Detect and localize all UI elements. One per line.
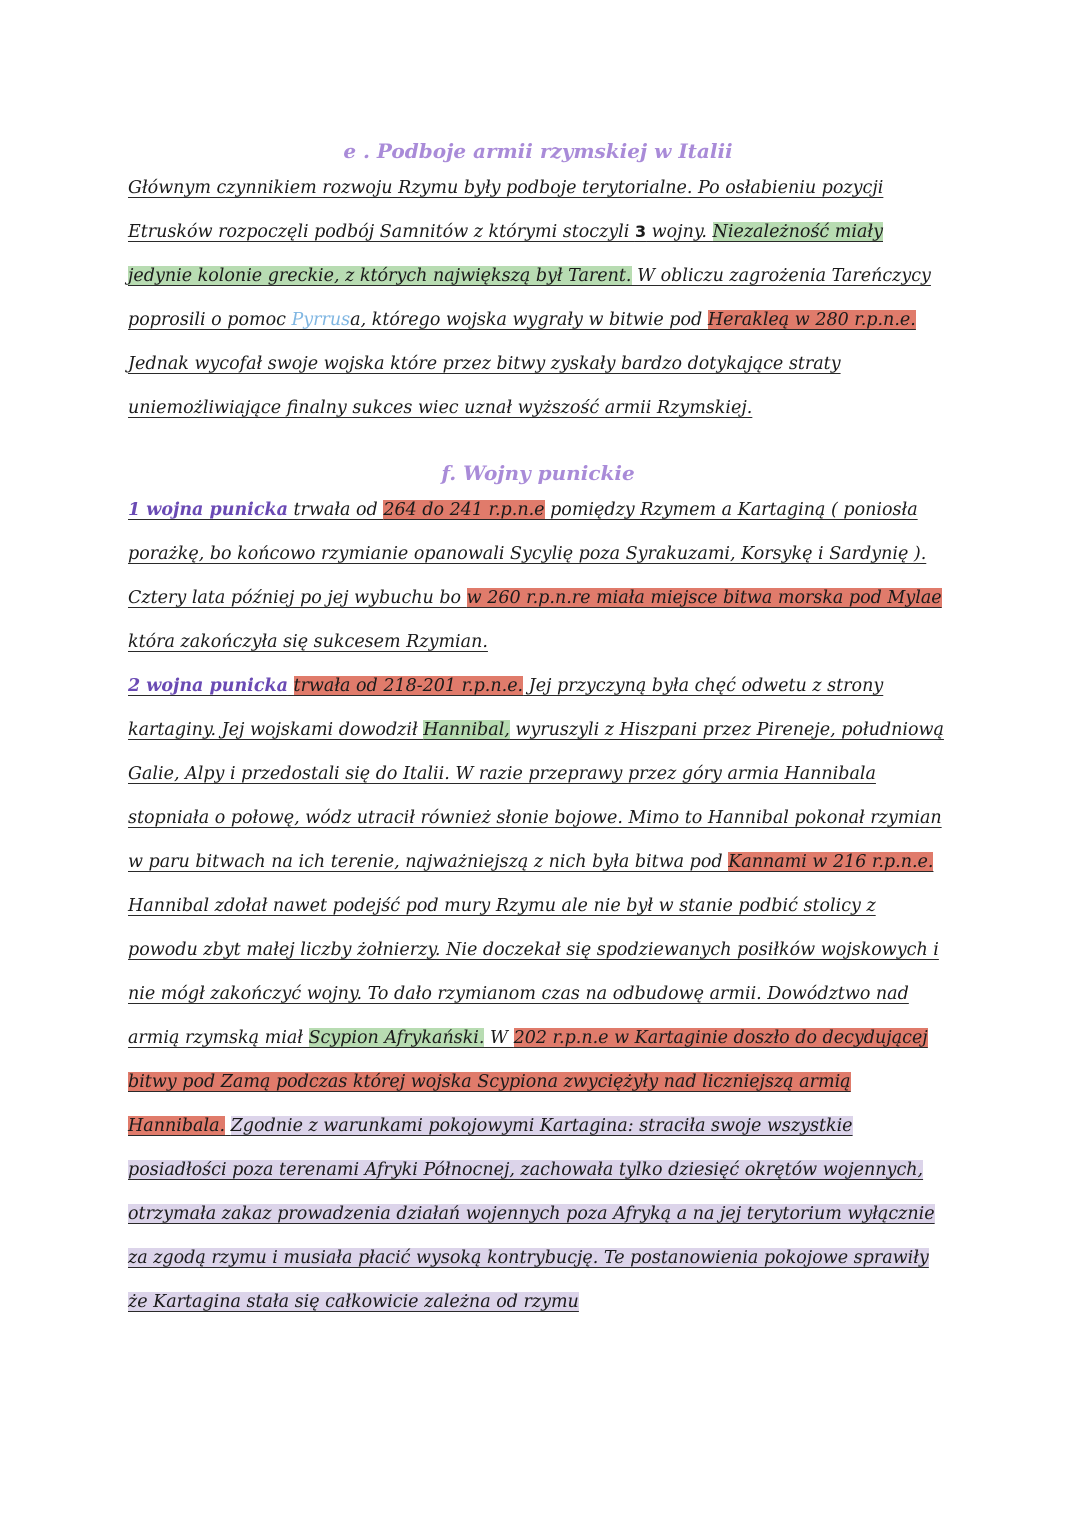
text-hl-g: Scypion Afrykański. bbox=[308, 1028, 485, 1048]
text-run: wojny. bbox=[646, 222, 713, 242]
text-mono: 3 bbox=[634, 222, 647, 241]
text-hl-r: w 260 r.p.n.re miała miejsce bitwa morska pod Mylae bbox=[466, 588, 942, 608]
text-blue: Pyrrus bbox=[291, 310, 351, 330]
text-label: 2 wojna punicka bbox=[128, 676, 288, 696]
text-hl-g: Hannibal, bbox=[423, 720, 510, 740]
text-run: która zakończyła się sukcesem Rzymian. bbox=[128, 632, 488, 652]
text-run: Jej przyczyną była chęć odwetu z strony kartaginy. Jej wojskami dowodził bbox=[128, 676, 884, 740]
text-hl-r: 264 do 241 r.p.n.e bbox=[383, 500, 545, 520]
text-run: wyruszyli z Hiszpani przez Pireneje, południową Galie, Alpy i przedostali się do Italii. W razie przeprawy przez góry armia Hannibala stopniała o połowę, wódz utracił również słonie bojowe. Mimo to Hannibal pokonał rzymian w paru bitwach na ich terenie, najważniejszą z nich była bitwa pod bbox=[128, 720, 944, 872]
text-run: Jednak wycofał swoje wojska które przez bitwy zyskały bardzo dotykające straty uniemożliwiające finalny sukces wiec uznał wyższość armii Rzymskiej. bbox=[128, 354, 841, 418]
paragraph-punic-wars bbox=[128, 488, 948, 1324]
section-title-punic-wars: f. Wojny punickie bbox=[441, 461, 635, 485]
text-hl-p: Zgodnie z warunkami pokojowymi Kartagina: straciła swoje wszystkie posiadłości poza terenami Afryki Północnej, zachowała tylko dziesięć okrętów wojennych, otrzymała zakaz prowadzenia działań wojennych poza Afryką a na jej terytorium wyłącznie za zgodą rzymu i musiała płacić wysoką kontrybucję. Te postanowienia pokojowe sprawiły że Kartagina stała się całkowicie zależna od rzymu bbox=[128, 1116, 935, 1312]
text-run: Hannibal zdołał nawet podejść pod mury Rzymu ale nie był w stanie podbić stolicy z powodu zbyt małej liczby żołnierzy. Nie doczekał się spodziewanych posiłków wojskowych i nie mógł zakończyć wojny. To dało rzymianom czas na odbudowę armii. Dowództwo nad armią rzymską miał bbox=[128, 896, 939, 1048]
text-run bbox=[288, 676, 294, 696]
text-run: Głównym czynnikiem rozwoju Rzymu były podboje terytorialne. Po osłabieniu pozycji Etrusków rozpoczęli podbój Samnitów z którymi stoczyli bbox=[128, 178, 884, 242]
text-hl-r: Herakleą w 280 r.p.n.e. bbox=[707, 310, 916, 330]
text-hl-r: trwała od 218-201 r.p.n.e. bbox=[293, 676, 524, 696]
text-hl-r: Kannami w 216 r.p.n.e. bbox=[728, 852, 934, 872]
text-run: a, którego wojska wygrały w bitwie pod bbox=[350, 310, 708, 330]
text-run: W bbox=[484, 1028, 514, 1048]
text-run: W obliczu zagrożenia Tareńczycy poprosili o pomoc bbox=[128, 266, 931, 330]
text-run: pomiędzy Rzymem a Kartaginą ( poniosła porażkę, bo końcowo rzymianie opanowali Sycylię poza Syrakuzami, Korsykę i Sardynię ). Cztery lata później po jej wybuchu bo bbox=[128, 500, 927, 608]
text-label: 1 wojna punicka bbox=[128, 500, 288, 520]
text-run bbox=[225, 1116, 231, 1136]
paragraph-conquests bbox=[128, 166, 948, 430]
section-title-conquests: e . Podboje armii rzymskiej w Italii bbox=[343, 139, 733, 163]
text-hl-r: 202 r.p.n.e w Kartaginie doszło do decydującej bitwy pod Zamą podczas której wojska Scypiona zwyciężyły nad liczniejszą armią Hannibala. bbox=[128, 1028, 928, 1136]
notes-page bbox=[128, 130, 948, 1324]
text-run: trwała od bbox=[287, 500, 384, 520]
text-hl-g: Niezależność miały jedynie kolonie greckie, z których największą był Tarent. bbox=[128, 222, 883, 286]
